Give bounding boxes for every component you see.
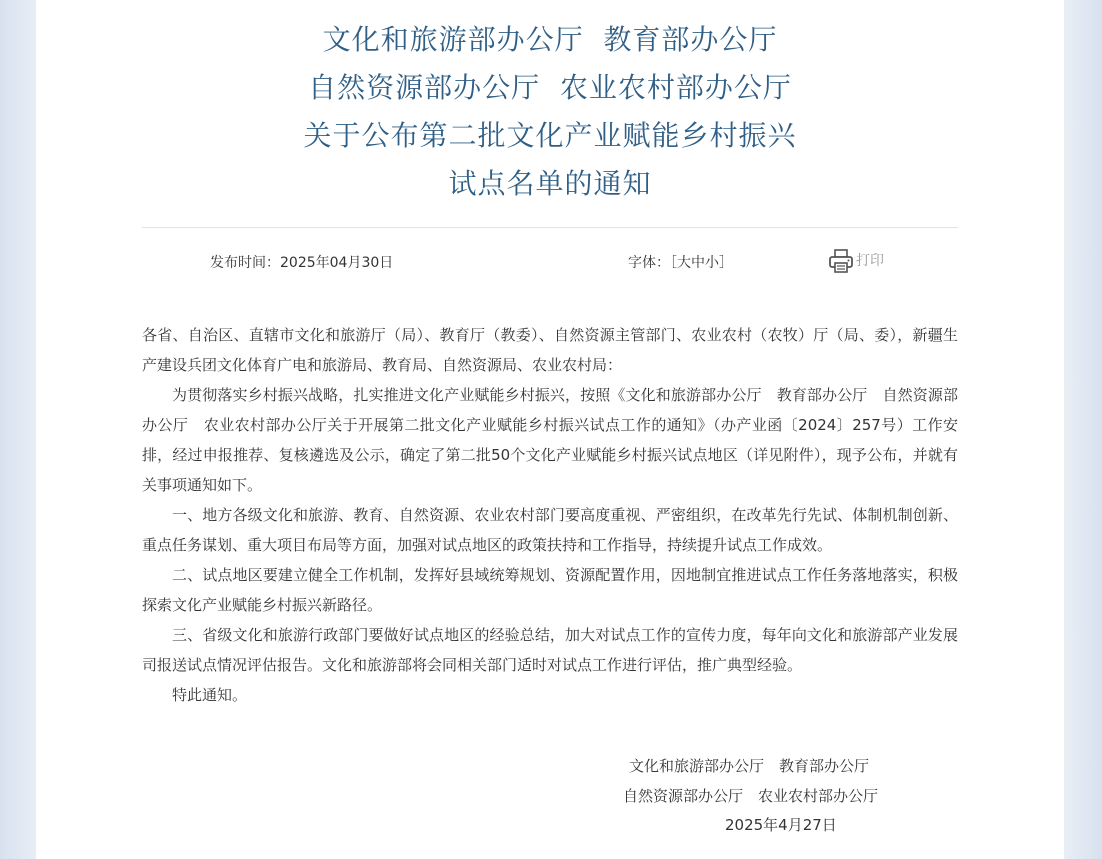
title-line-1: 文化和旅游部办公厅 教育部办公厅 bbox=[322, 23, 778, 56]
font-size-selector[interactable]: 字体：［大中小］ bbox=[628, 255, 733, 271]
title-line-2: 自然资源部办公厅 农业农村部办公厅 bbox=[308, 71, 792, 104]
paragraph-item-1: 一、地方各级文化和旅游、教育、自然资源、农业农村部门要高度重视、严密组织，在改革先行先试、体制机制创新、重点任务谋划、重大项目布局等方面，加强对试点地区的政策扶持和工作指导，持续提升试点工作成效。 bbox=[142, 506, 958, 554]
print-label: 打印 bbox=[856, 253, 884, 269]
title-divider bbox=[142, 227, 958, 228]
signature-line-1: 文化和旅游部办公厅 教育部办公厅 bbox=[629, 757, 870, 775]
article-title bbox=[36, 16, 1064, 208]
signature-date: 2025年4月27日 bbox=[725, 816, 837, 834]
title-line-3: 关于公布第二批文化产业赋能乡村振兴 bbox=[303, 119, 797, 152]
closing-line: 特此通知。 bbox=[172, 686, 248, 704]
article-body bbox=[142, 320, 958, 710]
printer-icon bbox=[828, 248, 854, 274]
publish-date: 发布时间：2025年04月30日 bbox=[210, 255, 394, 271]
article-page bbox=[36, 0, 1064, 859]
title-line-4: 试点名单的通知 bbox=[448, 167, 652, 200]
salutation: 各省、自治区、直辖市文化和旅游厅（局）、教育厅（教委）、自然资源主管部门、农业农村（农牧）厅（局、委），新疆生产建设兵团文化体育广电和旅游局、教育局、自然资源局、农业农村局： bbox=[142, 326, 958, 374]
print-button[interactable] bbox=[828, 248, 884, 274]
paragraph-intro: 为贯彻落实乡村振兴战略，扎实推进文化产业赋能乡村振兴，按照《文化和旅游部办公厅 教育部办公厅 自然资源部办公厅 农业农村部办公厅关于开展第二批文化产业赋能乡村振兴试点工作的通知》（办产业函〔2024〕257号）工作安排，经过申报推荐、复核遴选及公示，确定了第二批50个文化产业赋能乡村振兴试点地区（详见附件），现予公布，并就有关事项通知如下。 bbox=[142, 386, 958, 494]
paragraph-item-3: 三、省级文化和旅游行政部门要做好试点地区的经验总结，加大对试点工作的宣传力度，每年向文化和旅游部产业发展司报送试点情况评估报告。文化和旅游部将会同相关部门适时对试点工作进行评估，推广典型经验。 bbox=[142, 626, 958, 674]
signature-line-2: 自然资源部办公厅 农业农村部办公厅 bbox=[623, 787, 879, 805]
paragraph-item-2: 二、试点地区要建立健全工作机制，发挥好县域统筹规划、资源配置作用，因地制宜推进试点工作任务落地落实，积极探索文化产业赋能乡村振兴新路径。 bbox=[142, 566, 958, 614]
